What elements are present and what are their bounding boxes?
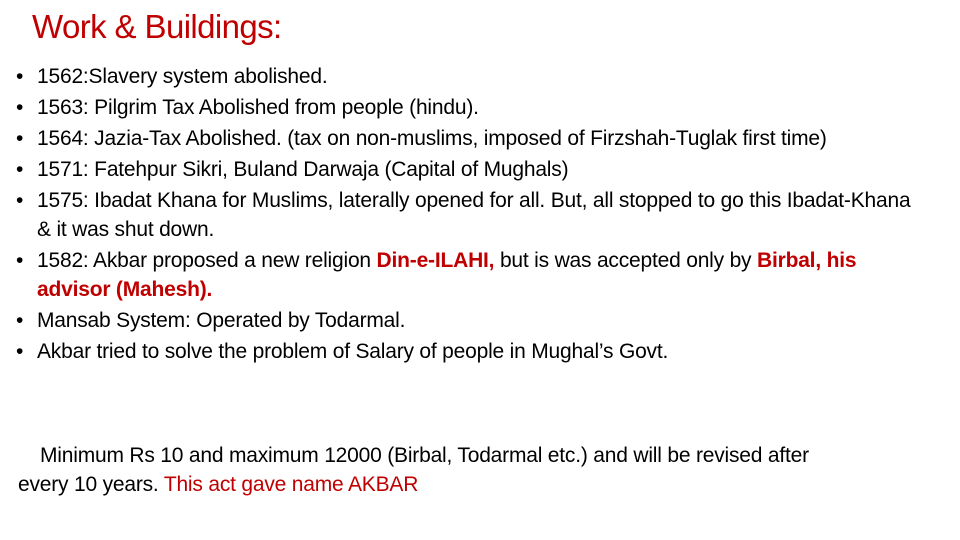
bullet-dot: •	[16, 65, 24, 88]
list-item	[14, 246, 914, 304]
list-item-text: Akbar tried to solve the problem of Salary of people in Mughal’s Govt.	[37, 340, 669, 363]
list-item	[14, 124, 914, 153]
bullet-dot: •	[16, 96, 24, 119]
list-item	[14, 186, 914, 244]
continuation-paragraph	[18, 441, 838, 499]
list-item-text: 1575: Ibadat Khana for Muslims, laterally opened for all. But, all stopped to go this Ibadat-Khana & it was shut down.	[37, 189, 911, 241]
highlight-birbal: Birbal, his advisor (Mahesh).	[37, 249, 857, 301]
bullet-dot: •	[16, 249, 24, 272]
list-item	[14, 337, 914, 366]
list-item-text: 1571: Fatehpur Sikri, Buland Darwaja (Capital of Mughals)	[37, 158, 569, 181]
highlight-din-e-ilahi: Din-e-ILAHI,	[376, 249, 495, 272]
list-item	[14, 155, 914, 184]
list-item	[14, 62, 914, 91]
list-item-text: but is was accepted only by	[494, 249, 757, 272]
list-item-text: 1564: Jazia-Tax Abolished. (tax on non-muslims, imposed of Firzshah-Tuglak first time)	[37, 127, 827, 150]
list-item	[14, 93, 914, 122]
list-item-text: 1563: Pilgrim Tax Abolished from people (hindu).	[37, 96, 479, 119]
list-item-text: 1582: Akbar proposed a new religion	[37, 249, 377, 272]
continuation-text	[18, 441, 838, 499]
bullet-dot: •	[16, 189, 24, 212]
list-item-text: 1562:Slavery system abolished.	[37, 65, 328, 88]
slide-title: Work & Buildings:	[32, 8, 282, 45]
bullet-dot: •	[16, 127, 24, 150]
bullet-list	[14, 62, 914, 368]
list-item-text: Mansab System: Operated by Todarmal.	[37, 309, 406, 332]
bullet-dot: •	[16, 309, 24, 332]
list-item	[14, 306, 914, 335]
bullet-dot: •	[16, 340, 24, 363]
highlight-akbar-act: This act gave name AKBAR	[163, 473, 419, 496]
continuation-body: Minimum Rs 10 and maximum 12000 (Birbal, Todarmal etc.) and will be revised after every 10 years.	[18, 444, 809, 496]
bullet-dot: •	[16, 158, 24, 181]
